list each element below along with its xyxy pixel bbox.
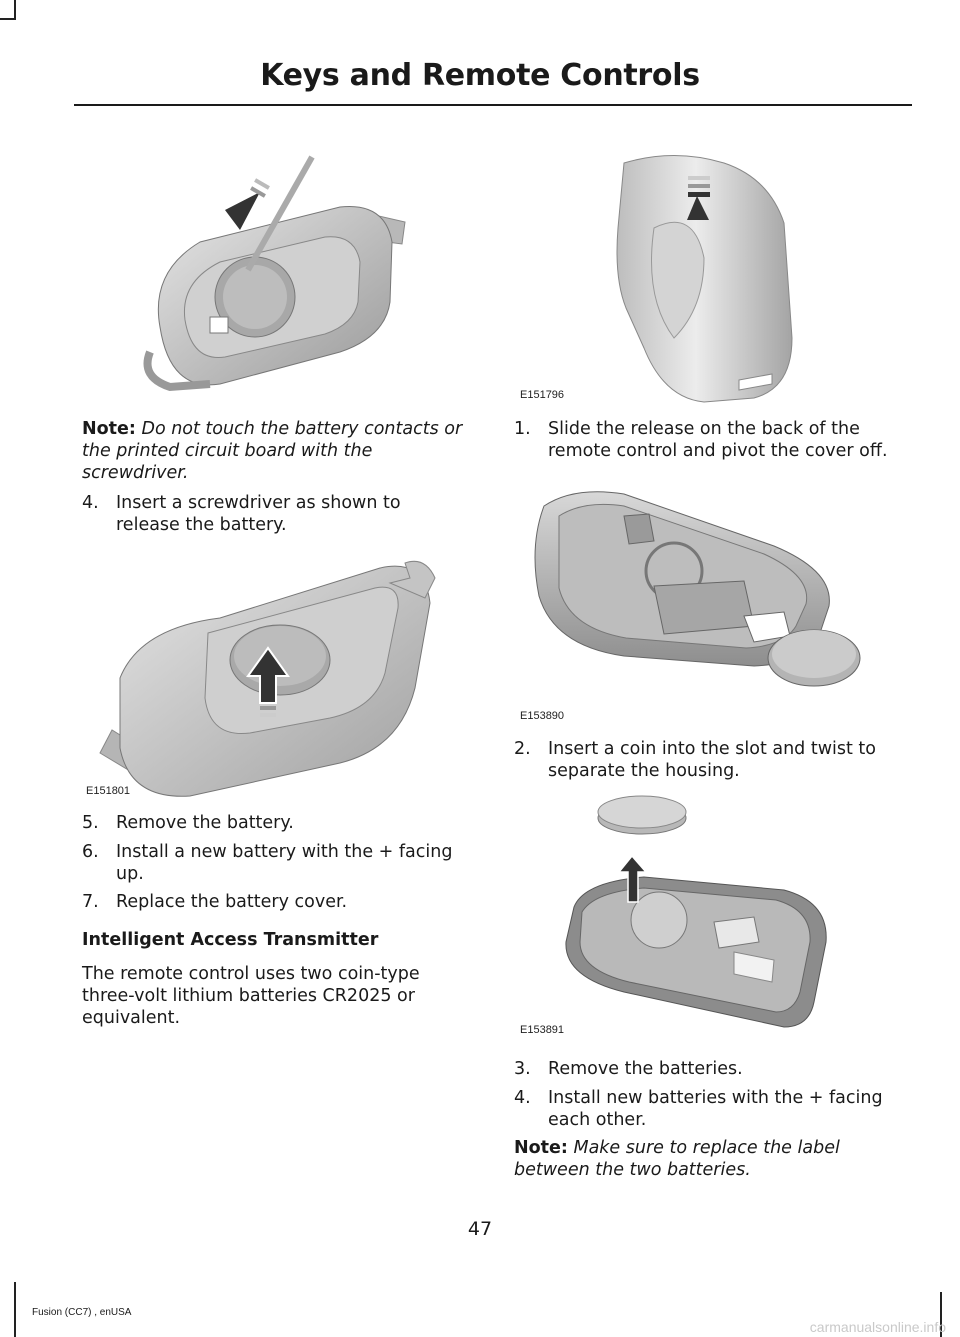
step-4-insert-screwdriver xyxy=(82,492,482,538)
header-divider xyxy=(74,104,912,106)
screwdriver-pry-key-illustration xyxy=(140,152,410,402)
note-label: Note: xyxy=(514,1138,568,1158)
note-text-line2: between the two batteries. xyxy=(514,1160,751,1180)
step-text-line2: release the battery. xyxy=(116,515,287,535)
step-text-line1: Slide the release on the back of the xyxy=(548,419,860,439)
step-text: Remove the battery. xyxy=(116,813,294,833)
crop-mark-bottom-left-v xyxy=(14,1282,16,1337)
note-label: Note: xyxy=(82,419,136,439)
page-title: Keys and Remote Controls xyxy=(260,58,700,93)
watermark: carmanualsonline.info xyxy=(809,1319,946,1335)
figure-coin-battery-removal xyxy=(514,792,844,1040)
step-number: 4. xyxy=(82,493,99,513)
page-number: 47 xyxy=(467,1218,493,1240)
figure-remote-open xyxy=(514,486,864,726)
step-number: 2. xyxy=(514,739,531,759)
step-6-install-battery xyxy=(82,841,482,887)
figure-screwdriver-key xyxy=(140,152,410,402)
figure-label: E151801 xyxy=(86,785,131,797)
figure-label: E151796 xyxy=(520,389,565,401)
step-3-remove-batteries xyxy=(514,1058,914,1080)
figure-battery-release xyxy=(80,548,440,803)
step-text-line2: each other. xyxy=(548,1110,647,1130)
section-body xyxy=(82,963,482,1029)
step-text-line1: Install new batteries with the + facing xyxy=(548,1088,883,1108)
footer-model: Fusion (CC7) , enUSA xyxy=(32,1307,132,1318)
step-7-replace-cover xyxy=(82,891,482,913)
step-text: Replace the battery cover. xyxy=(116,892,348,912)
coin-battery-removal-illustration xyxy=(514,792,844,1040)
step-number: 3. xyxy=(514,1059,531,1079)
step-2-insert-coin xyxy=(514,738,914,784)
remote-slide-release-illustration xyxy=(514,148,799,404)
step-text: Remove the batteries. xyxy=(548,1059,743,1079)
remote-open-housing-illustration xyxy=(514,486,864,726)
crop-mark-top-left-h xyxy=(0,18,16,20)
note-label-replacement xyxy=(514,1137,914,1181)
crop-mark-top-left-v xyxy=(14,0,16,20)
step-text-line1: Install a new battery with the + facing xyxy=(116,842,453,862)
step-number: 5. xyxy=(82,813,99,833)
figure-remote-slide-release xyxy=(514,148,799,404)
figure-label: E153890 xyxy=(520,710,565,722)
step-5-remove-battery xyxy=(82,812,482,834)
section-heading: Intelligent Access Transmitter xyxy=(82,930,379,950)
note-text: Do not touch the battery contacts or the printed circuit board with the screwdriver. xyxy=(82,419,463,483)
body-line1: The remote control uses two coin-type xyxy=(82,964,420,984)
step-number: 1. xyxy=(514,419,531,439)
step-number: 4. xyxy=(514,1088,531,1108)
note-text-line1: Make sure to replace the label xyxy=(567,1138,840,1158)
step-text-line2: up. xyxy=(116,864,144,884)
step-4-install-batteries xyxy=(514,1087,914,1133)
step-text-line1: Insert a screwdriver as shown to xyxy=(116,493,401,513)
body-line3: equivalent. xyxy=(82,1008,181,1028)
step-text-line2: remote control and pivot the cover off. xyxy=(548,441,888,461)
step-number: 7. xyxy=(82,892,99,912)
step-text-line2: separate the housing. xyxy=(548,761,740,781)
battery-release-key-illustration xyxy=(80,548,440,803)
step-text-line1: Insert a coin into the slot and twist to xyxy=(548,739,876,759)
body-line2: three-volt lithium batteries CR2025 or xyxy=(82,986,415,1006)
note-screwdriver xyxy=(82,418,477,484)
step-number: 6. xyxy=(82,842,99,862)
step-1-slide-release xyxy=(514,418,914,464)
figure-label: E153891 xyxy=(520,1024,565,1036)
